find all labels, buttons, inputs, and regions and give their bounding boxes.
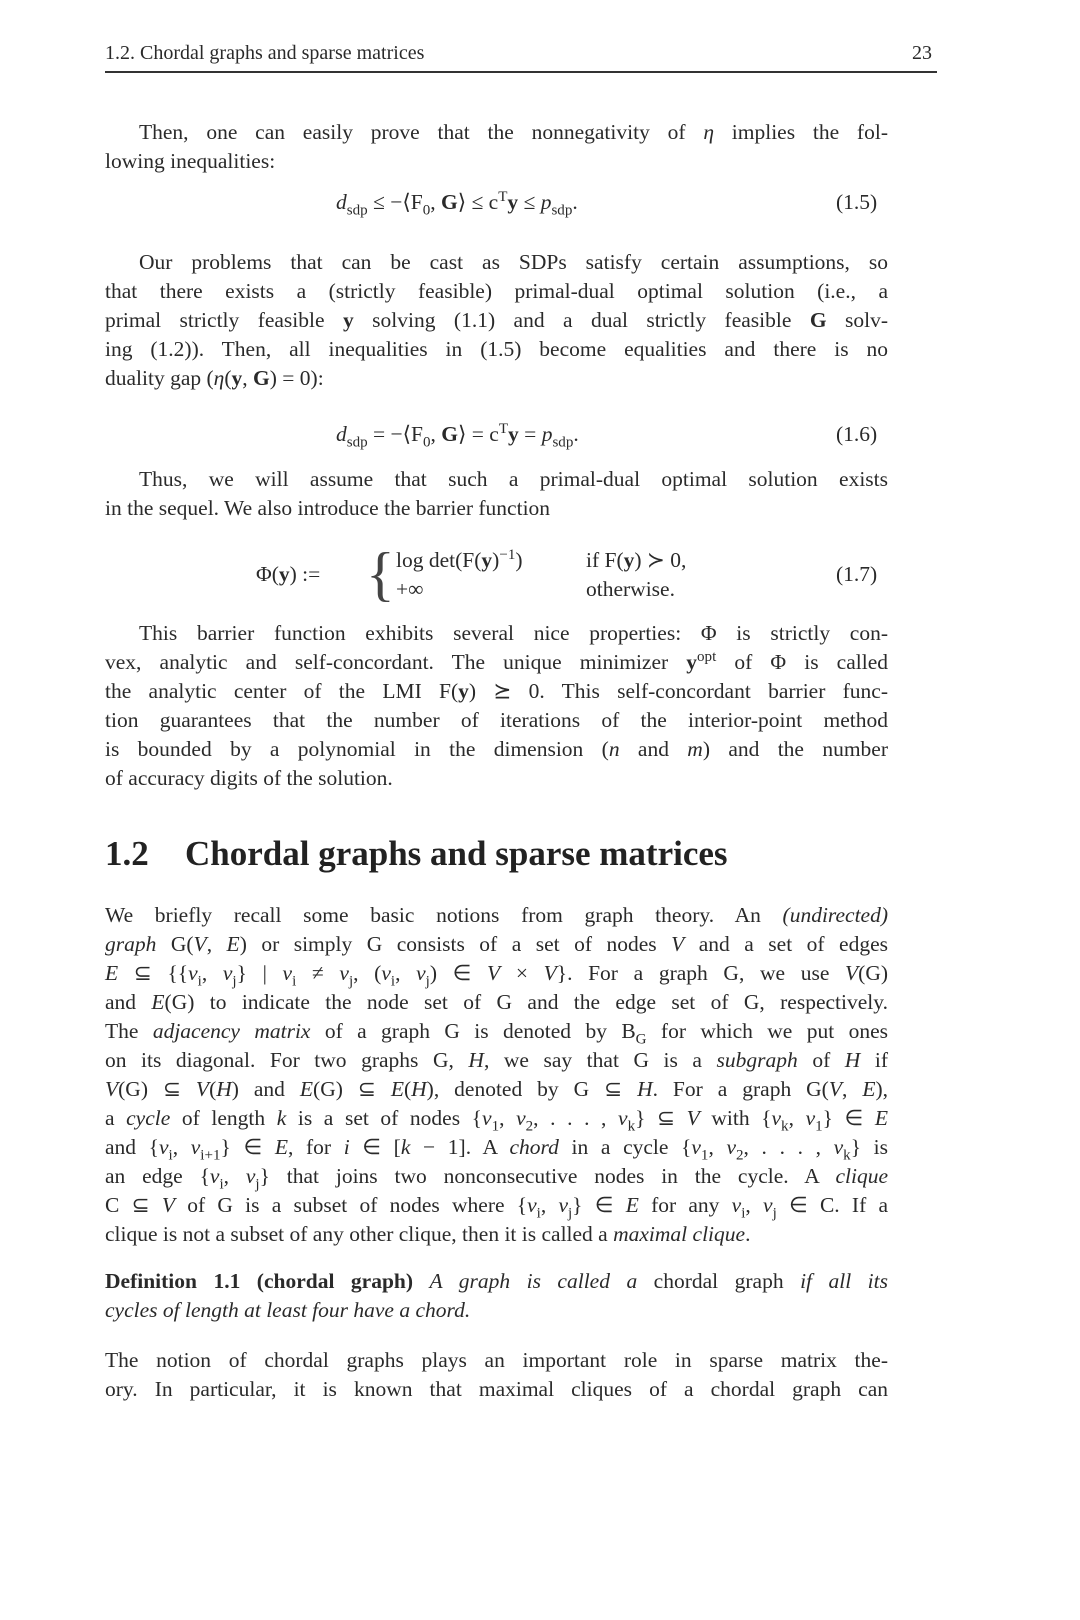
text-segment: +∞	[396, 577, 424, 601]
equation-1-7-case2-expr	[396, 577, 423, 602]
text-segment: H	[637, 1077, 653, 1101]
text-segment: subgraph	[716, 1048, 798, 1072]
text-segment: } ∈	[220, 1135, 275, 1159]
text-segment: ,	[242, 366, 254, 390]
text-segment: sdp	[346, 202, 368, 219]
text-segment: a	[105, 1106, 127, 1130]
text-segment: ory. In particular, it is known that maximal cliques of a chordal graph can	[105, 1377, 888, 1401]
text-segment: 0	[423, 434, 431, 451]
text-line	[105, 1133, 888, 1162]
text-segment: d	[336, 422, 347, 446]
text-segment: i	[343, 1135, 350, 1159]
text-segment: .	[745, 1222, 751, 1246]
text-segment: k	[627, 1118, 636, 1135]
text-line	[105, 764, 888, 793]
text-segment: V	[105, 1077, 119, 1101]
text-segment: primal strictly feasible	[105, 308, 343, 332]
text-segment: otherwise.	[586, 577, 675, 601]
text-segment: 0	[422, 202, 431, 219]
text-segment: y	[231, 366, 243, 390]
text-segment: ∈ C. If a	[776, 1193, 889, 1217]
text-line	[105, 118, 888, 147]
text-segment: and	[619, 737, 688, 761]
equation-1-6	[336, 420, 579, 451]
page-number: 23	[912, 42, 932, 64]
text-segment: .	[573, 422, 579, 446]
text-segment: ≠	[296, 961, 340, 985]
text-segment: ,	[788, 1106, 806, 1130]
text-segment: j	[772, 1205, 777, 1222]
section-heading	[105, 834, 728, 874]
text-segment: ) and the number	[702, 737, 888, 761]
text-line	[105, 147, 888, 176]
text-segment: sdp	[551, 202, 573, 219]
text-segment: ) = 0):	[269, 366, 324, 390]
text-line	[105, 988, 888, 1017]
text-segment: V	[828, 1077, 842, 1101]
text-segment: ) ≻ 0,	[634, 548, 687, 572]
text-segment: solving (1.1) and a dual strictly feasible	[353, 308, 810, 332]
text-segment: is bounded by a polynomial in the dimension (	[105, 737, 609, 761]
text-segment: y	[481, 548, 493, 572]
text-segment: H	[844, 1048, 861, 1072]
equation-label-1-7: (1.7)	[836, 562, 878, 586]
text-line	[105, 1296, 888, 1325]
text-segment: Definition 1.1 (chordal graph)	[105, 1269, 414, 1293]
equation-label-1-6: (1.6)	[836, 422, 878, 446]
text-segment: The notion of chordal graphs plays an important role in sparse matrix the-	[105, 1348, 888, 1372]
text-segment: i	[390, 973, 396, 990]
text-segment: (G)	[858, 961, 889, 985]
text-segment: p	[541, 422, 553, 446]
text-segment: d	[336, 190, 347, 214]
text-segment: i	[168, 1147, 173, 1164]
paragraph-1	[105, 118, 888, 176]
text-segment: E	[151, 990, 165, 1014]
text-segment: G	[253, 366, 270, 390]
text-segment: )	[515, 548, 523, 572]
text-segment: y	[342, 308, 354, 332]
text-segment: ≤	[518, 190, 541, 214]
text-segment: v	[190, 1135, 201, 1159]
text-line	[105, 930, 888, 959]
running-header-title: 1.2. Chordal graphs and sparse matrices	[105, 42, 425, 64]
text-segment: } ∈	[822, 1106, 875, 1130]
text-segment: 2	[736, 1147, 744, 1164]
text-segment: ) ∈	[429, 961, 488, 985]
text-segment: V	[543, 961, 557, 985]
text-segment: } |	[236, 961, 283, 985]
text-segment: clique	[835, 1164, 889, 1188]
text-segment: G(	[156, 932, 194, 956]
text-segment: (G) ⊆	[313, 1077, 391, 1101]
text-segment: and	[105, 990, 152, 1014]
text-line	[105, 306, 888, 335]
text-segment: −1	[499, 546, 516, 563]
text-segment: } that joins two nonconsecutive nodes in the cycle. A	[259, 1164, 836, 1188]
text-segment: v	[339, 961, 349, 985]
text-line	[105, 1220, 888, 1249]
text-segment: ,	[745, 1193, 764, 1217]
paragraph-4	[105, 619, 888, 793]
text-segment: ing (1.2)). Then, all inequalities in (1.5) become equalities and there is no	[105, 337, 888, 361]
text-segment: , for	[287, 1135, 344, 1159]
text-segment: ×	[500, 961, 544, 985]
text-segment: ,	[201, 961, 223, 985]
text-segment: , . . . ,	[533, 1106, 619, 1130]
text-segment: } ⊆	[635, 1106, 687, 1130]
text-segment: ,	[841, 1077, 863, 1101]
text-segment: E	[226, 932, 240, 956]
text-segment: cycle	[126, 1106, 171, 1130]
text-segment: G	[441, 422, 459, 446]
text-segment: y	[458, 679, 469, 703]
text-line	[105, 677, 888, 706]
text-line	[105, 1267, 888, 1296]
text-segment: adjacency matrix	[152, 1019, 311, 1043]
text-segment: , . . . ,	[743, 1135, 834, 1159]
text-segment: E	[874, 1106, 889, 1130]
text-segment: and a set of edges	[684, 932, 888, 956]
text-segment: H	[216, 1077, 232, 1101]
text-segment: v	[209, 1164, 220, 1188]
text-segment: ,	[540, 1193, 559, 1217]
text-segment: 1	[700, 1147, 709, 1164]
text-line	[105, 1162, 888, 1191]
text-segment: k	[843, 1147, 851, 1164]
text-segment: for any	[638, 1193, 732, 1217]
text-segment: with {	[699, 1106, 772, 1130]
text-line	[105, 619, 888, 648]
text-segment: (G) ⊆	[118, 1077, 196, 1101]
text-segment: sdp	[346, 434, 368, 451]
text-segment: H	[411, 1077, 427, 1101]
text-segment: of accuracy digits of the solution.	[105, 766, 393, 790]
text-segment: V	[161, 1193, 175, 1217]
text-segment: solv-	[826, 308, 889, 332]
text-line	[105, 364, 888, 393]
text-segment: v	[416, 961, 426, 985]
text-segment: (	[403, 1077, 412, 1101]
text-segment: )	[492, 548, 500, 572]
text-segment: v	[159, 1135, 169, 1159]
text-line	[105, 1346, 888, 1375]
text-segment: clique is not a subset of any other clique, then it is called a	[105, 1222, 614, 1246]
paragraph-2	[105, 248, 888, 393]
text-segment: η	[703, 120, 714, 144]
text-segment: V	[671, 932, 685, 956]
text-line	[105, 959, 888, 988]
text-segment: v	[558, 1193, 568, 1217]
text-segment: C ⊆	[105, 1193, 162, 1217]
text-segment: is a set of nodes {	[286, 1106, 483, 1130]
text-segment: ,	[430, 422, 442, 446]
paragraph-6	[105, 1346, 888, 1404]
text-segment: 1	[491, 1118, 500, 1135]
text-line	[105, 277, 888, 306]
text-segment: ,	[708, 1135, 727, 1159]
text-segment: k	[276, 1106, 287, 1130]
text-segment: V	[195, 1077, 210, 1101]
text-segment: , (	[353, 961, 382, 985]
equation-1-7-case1-cond	[586, 548, 686, 573]
text-segment: if	[860, 1048, 888, 1072]
text-segment: v	[282, 961, 293, 985]
text-segment: the analytic center of the LMI F(	[105, 679, 459, 703]
text-segment: We briefly recall some basic notions from graph theory. An	[105, 903, 783, 927]
text-segment: 2	[525, 1118, 534, 1135]
text-segment: V	[845, 961, 859, 985]
text-segment: E	[105, 961, 119, 985]
text-segment: i+1	[200, 1147, 221, 1164]
left-brace-icon: {	[366, 541, 395, 607]
text-segment: The	[105, 1019, 153, 1043]
text-segment: .	[572, 190, 578, 214]
text-segment: y	[686, 650, 698, 674]
text-segment: ≤ −⟨F	[367, 190, 423, 214]
text-segment: v	[188, 961, 198, 985]
text-line	[105, 335, 888, 364]
text-segment: v	[731, 1193, 742, 1217]
text-segment: v	[527, 1193, 537, 1217]
text-segment: v	[726, 1135, 737, 1159]
text-segment: }. For a graph G, we use	[556, 961, 846, 985]
text-segment: i	[219, 1176, 224, 1193]
text-segment: for which we put ones	[646, 1019, 888, 1043]
text-segment: vex, analytic and self-concordant. The unique minimizer	[105, 650, 687, 674]
text-segment	[413, 1269, 429, 1293]
text-segment: v	[222, 961, 233, 985]
text-segment: Φ(	[256, 562, 279, 586]
text-segment: opt	[697, 648, 717, 665]
definition-1-1	[105, 1267, 888, 1325]
text-segment: (	[224, 366, 232, 390]
text-segment: v	[771, 1106, 782, 1130]
text-segment: graph	[105, 932, 157, 956]
text-segment: ,	[172, 1135, 191, 1159]
text-segment: E	[299, 1077, 314, 1101]
text-segment: η	[213, 366, 225, 390]
text-segment: ∈ [	[349, 1135, 401, 1159]
text-segment: i	[197, 973, 202, 990]
text-segment: ⟩ = c	[458, 422, 499, 446]
text-segment: m	[687, 737, 703, 761]
text-segment: ,	[206, 932, 227, 956]
text-segment: v	[516, 1106, 526, 1130]
text-line	[105, 494, 888, 523]
text-segment: Our problems that can be cast as SDPs satisfy certain assumptions, so	[139, 250, 888, 274]
text-segment: y	[623, 548, 635, 572]
text-line	[105, 1104, 888, 1133]
text-segment: j	[567, 1205, 573, 1222]
text-segment: ⟩ ≤ c	[457, 190, 499, 214]
text-segment: ⊆ {{	[118, 961, 189, 985]
text-segment: . For a graph G(	[652, 1077, 829, 1101]
text-segment: j	[425, 973, 430, 990]
text-segment: v	[763, 1193, 773, 1217]
text-line	[105, 706, 888, 735]
text-segment: v	[833, 1135, 844, 1159]
text-segment: p	[540, 190, 552, 214]
section-number: 1.2	[105, 834, 149, 873]
text-segment: Thus, we will assume that such a primal-dual optimal solution exists	[139, 467, 888, 491]
text-segment: maximal clique	[613, 1222, 746, 1246]
text-segment: k	[781, 1118, 789, 1135]
text-segment: v	[691, 1135, 701, 1159]
text-segment: This barrier function exhibits several nice properties: Φ is strictly con-	[139, 621, 888, 645]
text-segment: in the sequel. We also introduce the barrier function	[105, 496, 551, 520]
text-line	[105, 465, 888, 494]
text-segment: i	[741, 1205, 746, 1222]
text-segment: T	[498, 188, 508, 205]
text-segment: , we say that G is a	[483, 1048, 717, 1072]
text-line	[105, 1046, 888, 1075]
text-segment: ) and	[231, 1077, 300, 1101]
text-segment: ), denoted by G ⊆	[426, 1077, 638, 1101]
text-segment: v	[805, 1106, 816, 1130]
text-segment: E	[390, 1077, 404, 1101]
text-line	[105, 735, 888, 764]
text-segment: G	[809, 308, 827, 332]
text-segment: an edge {	[105, 1164, 210, 1188]
text-segment: n	[608, 737, 620, 761]
text-line	[105, 901, 888, 930]
text-segment: V	[193, 932, 207, 956]
text-segment: v	[482, 1106, 492, 1130]
text-segment: y	[508, 422, 519, 446]
text-segment: implies the fol-	[713, 120, 888, 144]
text-segment: duality gap (	[105, 366, 214, 390]
paragraph-5	[105, 901, 888, 1249]
text-segment: j	[232, 973, 237, 990]
text-segment: E	[625, 1193, 639, 1217]
equation-label-1-5: (1.5)	[836, 190, 878, 214]
text-segment: ,	[499, 1106, 517, 1130]
text-segment: of Φ is called	[716, 650, 888, 674]
text-segment: in a cycle {	[558, 1135, 692, 1159]
text-segment: y	[278, 562, 290, 586]
text-segment: of G is a subset of nodes where {	[174, 1193, 528, 1217]
text-segment: ,	[223, 1164, 246, 1188]
equation-1-7-case1-expr	[396, 548, 523, 573]
text-segment: (undirected)	[782, 903, 888, 927]
text-segment: that there exists a (strictly feasible) primal-dual optimal solution (i.e., a	[105, 279, 888, 303]
text-segment: V	[686, 1106, 700, 1130]
text-segment: chordal graph	[637, 1269, 801, 1293]
text-segment: and {	[105, 1135, 159, 1159]
text-line	[105, 1075, 888, 1104]
equation-1-7-lhs	[256, 562, 320, 587]
text-segment: = −⟨F	[367, 422, 424, 446]
text-segment: on its diagonal. For two graphs G,	[105, 1048, 469, 1072]
text-segment: chord	[509, 1135, 559, 1159]
text-segment: Then, one can easily prove that the nonnegativity of	[139, 120, 704, 144]
text-segment: i	[536, 1205, 541, 1222]
text-segment: v	[381, 961, 391, 985]
text-segment: of a graph G is denoted by B	[310, 1019, 636, 1043]
text-segment: v	[245, 1164, 256, 1188]
text-segment: sdp	[552, 434, 574, 451]
text-segment: if all its	[800, 1269, 888, 1293]
text-segment: 1	[815, 1118, 823, 1135]
text-segment: ,	[395, 961, 417, 985]
text-segment: G	[440, 190, 458, 214]
section-title: Chordal graphs and sparse matrices	[185, 834, 728, 873]
text-segment: T	[498, 420, 509, 437]
text-segment: (	[209, 1077, 217, 1101]
text-segment: G	[635, 1031, 647, 1048]
text-segment: cycles of length at least four have a chord.	[105, 1298, 471, 1322]
text-segment: E	[274, 1135, 288, 1159]
text-segment: } is	[850, 1135, 888, 1159]
text-segment: V	[487, 961, 501, 985]
text-segment: tion guarantees that the number of iterations of the interior-point method	[105, 708, 888, 732]
text-segment: j	[348, 973, 354, 990]
text-segment: ),	[875, 1077, 889, 1101]
text-segment: E	[862, 1077, 876, 1101]
equation-1-5	[336, 188, 578, 219]
text-segment: i	[292, 973, 297, 990]
text-segment: lowing inequalities:	[105, 149, 276, 173]
equation-1-7-case2-cond	[586, 577, 675, 602]
text-line	[105, 1017, 888, 1046]
text-segment: A graph is called a	[429, 1269, 638, 1293]
text-segment: (G) to indicate the node set of G and the edge set of G, respectively.	[164, 990, 888, 1014]
text-line	[105, 1191, 888, 1220]
text-segment: ) :=	[289, 562, 321, 586]
header-rule	[105, 71, 937, 73]
text-segment: v	[618, 1106, 628, 1130]
text-segment: if F(	[586, 548, 624, 572]
text-segment: } ∈	[572, 1193, 626, 1217]
text-segment: y	[507, 190, 519, 214]
text-segment: ) or simply G consists of a set of nodes	[239, 932, 672, 956]
text-segment: of	[797, 1048, 845, 1072]
text-segment: log det(F(	[396, 548, 482, 572]
text-segment: k	[400, 1135, 411, 1159]
text-segment: =	[518, 422, 542, 446]
text-line	[105, 648, 888, 677]
text-segment: of length	[170, 1106, 277, 1130]
text-segment: ,	[430, 190, 441, 214]
text-segment: − 1]. A	[410, 1135, 510, 1159]
text-line	[105, 1375, 888, 1404]
text-line	[105, 248, 888, 277]
text-segment: H	[468, 1048, 484, 1072]
paragraph-3	[105, 465, 888, 523]
text-segment: j	[255, 1176, 260, 1193]
text-segment: ) ⪰ 0. This self-concordant barrier func-	[468, 679, 888, 703]
